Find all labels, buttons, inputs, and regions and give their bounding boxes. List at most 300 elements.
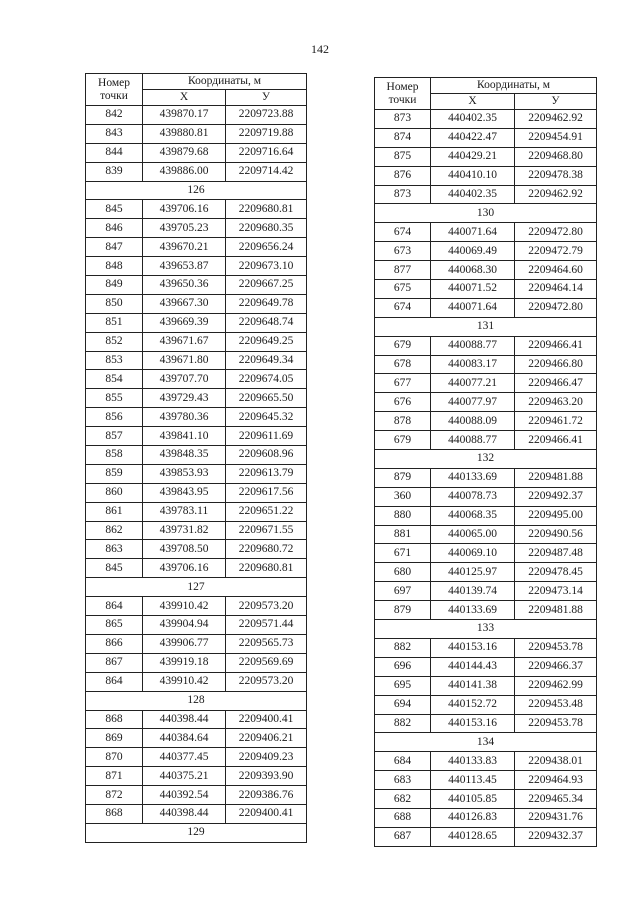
x-coordinate-cell: 440422.47 bbox=[431, 128, 515, 147]
x-coordinate-cell: 440071.64 bbox=[431, 223, 515, 242]
x-coordinate-cell: 439706.16 bbox=[143, 559, 226, 578]
x-coordinate-cell: 439650.36 bbox=[143, 276, 226, 295]
group-number: 134 bbox=[375, 733, 597, 752]
x-coordinate-cell: 439783.11 bbox=[143, 502, 226, 521]
table-row bbox=[86, 446, 307, 465]
point-number-cell: 854 bbox=[86, 370, 143, 389]
point-number-cell: 683 bbox=[375, 771, 431, 790]
y-coordinate-cell: 2209473.14 bbox=[515, 582, 597, 601]
point-number-cell: 850 bbox=[86, 294, 143, 313]
x-coordinate-cell: 440068.35 bbox=[431, 506, 515, 525]
point-number-cell: 865 bbox=[86, 616, 143, 635]
point-number-cell: 678 bbox=[375, 355, 431, 374]
y-coordinate-cell: 2209680.35 bbox=[226, 219, 307, 238]
point-number-cell: 853 bbox=[86, 351, 143, 370]
table-row bbox=[86, 502, 307, 521]
x-coordinate-cell: 440077.21 bbox=[431, 374, 515, 393]
y-coordinate-cell: 2209680.81 bbox=[226, 559, 307, 578]
table-row bbox=[375, 242, 597, 261]
point-number-cell: 868 bbox=[86, 804, 143, 823]
table-row bbox=[86, 464, 307, 483]
point-number-cell: 876 bbox=[375, 166, 431, 185]
point-number-cell: 673 bbox=[375, 242, 431, 261]
point-number-cell: 873 bbox=[375, 110, 431, 129]
table-row bbox=[375, 280, 597, 299]
point-number-cell: 879 bbox=[375, 601, 431, 620]
table-row bbox=[375, 771, 597, 790]
point-number-cell: 860 bbox=[86, 483, 143, 502]
y-coordinate-cell: 2209432.37 bbox=[515, 827, 597, 846]
point-number-cell: 846 bbox=[86, 219, 143, 238]
table-row bbox=[375, 223, 597, 242]
point-number-cell: 872 bbox=[86, 786, 143, 805]
table-row bbox=[86, 219, 307, 238]
point-number-cell: 676 bbox=[375, 393, 431, 412]
table-row bbox=[86, 521, 307, 540]
group-row bbox=[86, 691, 307, 710]
point-number-cell: 851 bbox=[86, 313, 143, 332]
y-coordinate-cell: 2209393.90 bbox=[226, 767, 307, 786]
point-number-cell: 674 bbox=[375, 298, 431, 317]
y-coordinate-cell: 2209569.69 bbox=[226, 653, 307, 672]
y-coordinate-cell: 2209409.23 bbox=[226, 748, 307, 767]
x-coordinate-cell: 439708.50 bbox=[143, 540, 226, 559]
y-coordinate-cell: 2209714.42 bbox=[226, 162, 307, 181]
y-coordinate-cell: 2209462.92 bbox=[515, 110, 597, 129]
table-row bbox=[86, 427, 307, 446]
point-number-cell: 858 bbox=[86, 446, 143, 465]
y-coordinate-cell: 2209481.88 bbox=[515, 468, 597, 487]
point-number-cell: 861 bbox=[86, 502, 143, 521]
point-number-cell: 843 bbox=[86, 124, 143, 143]
point-number-cell: 874 bbox=[375, 128, 431, 147]
y-coordinate-cell: 2209406.21 bbox=[226, 729, 307, 748]
group-number: 126 bbox=[86, 181, 307, 200]
x-coordinate-cell: 440105.85 bbox=[431, 790, 515, 809]
x-coordinate-cell: 440384.64 bbox=[143, 729, 226, 748]
y-coordinate-cell: 2209466.41 bbox=[515, 431, 597, 450]
table-row bbox=[375, 355, 597, 374]
point-number-cell: 856 bbox=[86, 408, 143, 427]
x-coordinate-cell: 439670.21 bbox=[143, 238, 226, 257]
x-coordinate-cell: 440113.45 bbox=[431, 771, 515, 790]
x-coordinate-cell: 440402.35 bbox=[431, 110, 515, 129]
group-row bbox=[86, 181, 307, 200]
table-row bbox=[375, 525, 597, 544]
y-coordinate-cell: 2209680.72 bbox=[226, 540, 307, 559]
x-coordinate-cell: 439729.43 bbox=[143, 389, 226, 408]
table-row bbox=[375, 601, 597, 620]
point-number-cell: 882 bbox=[375, 714, 431, 733]
point-number-cell: 869 bbox=[86, 729, 143, 748]
group-number: 127 bbox=[86, 578, 307, 597]
point-number-cell: 855 bbox=[86, 389, 143, 408]
point-number-cell: 879 bbox=[375, 468, 431, 487]
y-coordinate-cell: 2209673.10 bbox=[226, 257, 307, 276]
table-row bbox=[86, 276, 307, 295]
table-row bbox=[86, 370, 307, 389]
point-number-cell: 845 bbox=[86, 559, 143, 578]
y-coordinate-cell: 2209400.41 bbox=[226, 804, 307, 823]
table-row bbox=[375, 827, 597, 846]
table-row bbox=[86, 351, 307, 370]
x-coordinate-cell: 439906.77 bbox=[143, 634, 226, 653]
x-coordinate-cell: 439853.93 bbox=[143, 464, 226, 483]
point-number-cell: 688 bbox=[375, 808, 431, 827]
y-coordinate-cell: 2209651.22 bbox=[226, 502, 307, 521]
table-row bbox=[86, 408, 307, 427]
table-row bbox=[375, 261, 597, 280]
x-coordinate-cell: 440375.21 bbox=[143, 767, 226, 786]
table-row bbox=[86, 162, 307, 181]
y-coordinate-cell: 2209490.56 bbox=[515, 525, 597, 544]
y-coordinate-cell: 2209453.78 bbox=[515, 638, 597, 657]
y-coordinate-cell: 2209464.93 bbox=[515, 771, 597, 790]
y-coordinate-cell: 2209573.20 bbox=[226, 672, 307, 691]
header-coordinates: Координаты, м bbox=[431, 78, 597, 94]
y-coordinate-cell: 2209495.00 bbox=[515, 506, 597, 525]
point-number-cell: 859 bbox=[86, 464, 143, 483]
point-number-cell: 671 bbox=[375, 544, 431, 563]
point-number-cell: 857 bbox=[86, 427, 143, 446]
group-row bbox=[375, 620, 597, 639]
table-row bbox=[375, 374, 597, 393]
y-coordinate-cell: 2209719.88 bbox=[226, 124, 307, 143]
y-coordinate-cell: 2209431.76 bbox=[515, 808, 597, 827]
group-row bbox=[86, 578, 307, 597]
point-number-cell: 870 bbox=[86, 748, 143, 767]
x-coordinate-cell: 440083.17 bbox=[431, 355, 515, 374]
x-coordinate-cell: 440133.69 bbox=[431, 601, 515, 620]
x-coordinate-cell: 440152.72 bbox=[431, 695, 515, 714]
page-number: 142 bbox=[311, 42, 329, 56]
table-row bbox=[375, 128, 597, 147]
table-row bbox=[375, 808, 597, 827]
x-coordinate-cell: 440398.44 bbox=[143, 804, 226, 823]
header-x: Х bbox=[431, 94, 515, 110]
x-coordinate-cell: 439879.68 bbox=[143, 143, 226, 162]
x-coordinate-cell: 439904.94 bbox=[143, 616, 226, 635]
x-coordinate-cell: 439707.70 bbox=[143, 370, 226, 389]
header-point-number: Номер точки bbox=[86, 74, 143, 106]
table-row bbox=[86, 332, 307, 351]
x-coordinate-cell: 439731.82 bbox=[143, 521, 226, 540]
x-coordinate-cell: 440077.97 bbox=[431, 393, 515, 412]
table-row bbox=[375, 487, 597, 506]
point-number-cell: 679 bbox=[375, 336, 431, 355]
y-coordinate-cell: 2209478.45 bbox=[515, 563, 597, 582]
header-y: У bbox=[226, 90, 307, 106]
point-number-cell: 881 bbox=[375, 525, 431, 544]
x-coordinate-cell: 440071.64 bbox=[431, 298, 515, 317]
x-coordinate-cell: 439706.16 bbox=[143, 200, 226, 219]
table-row bbox=[86, 143, 307, 162]
table-row bbox=[375, 147, 597, 166]
y-coordinate-cell: 2209478.38 bbox=[515, 166, 597, 185]
y-coordinate-cell: 2209472.79 bbox=[515, 242, 597, 261]
point-number-cell: 882 bbox=[375, 638, 431, 657]
x-coordinate-cell: 439653.87 bbox=[143, 257, 226, 276]
point-number-cell: 847 bbox=[86, 238, 143, 257]
point-number-cell: 694 bbox=[375, 695, 431, 714]
point-number-cell: 878 bbox=[375, 412, 431, 431]
point-number-cell: 871 bbox=[86, 767, 143, 786]
x-coordinate-cell: 440392.54 bbox=[143, 786, 226, 805]
point-number-cell: 697 bbox=[375, 582, 431, 601]
y-coordinate-cell: 2209649.78 bbox=[226, 294, 307, 313]
point-number-cell: 679 bbox=[375, 431, 431, 450]
point-number-cell: 845 bbox=[86, 200, 143, 219]
y-coordinate-cell: 2209649.25 bbox=[226, 332, 307, 351]
x-coordinate-cell: 440429.21 bbox=[431, 147, 515, 166]
point-number-cell: 867 bbox=[86, 653, 143, 672]
y-coordinate-cell: 2209723.88 bbox=[226, 106, 307, 125]
y-coordinate-cell: 2209565.73 bbox=[226, 634, 307, 653]
x-coordinate-cell: 440126.83 bbox=[431, 808, 515, 827]
x-coordinate-cell: 439886.00 bbox=[143, 162, 226, 181]
table-row bbox=[86, 653, 307, 672]
x-coordinate-cell: 439667.30 bbox=[143, 294, 226, 313]
point-number-cell: 864 bbox=[86, 597, 143, 616]
point-number-cell: 674 bbox=[375, 223, 431, 242]
x-coordinate-cell: 440139.74 bbox=[431, 582, 515, 601]
x-coordinate-cell: 439669.39 bbox=[143, 313, 226, 332]
y-coordinate-cell: 2209608.96 bbox=[226, 446, 307, 465]
group-row bbox=[375, 450, 597, 469]
coordinates-table-left bbox=[85, 73, 307, 843]
table-row bbox=[375, 695, 597, 714]
y-coordinate-cell: 2209466.47 bbox=[515, 374, 597, 393]
table-row bbox=[86, 710, 307, 729]
x-coordinate-cell: 440377.45 bbox=[143, 748, 226, 767]
table-row bbox=[86, 540, 307, 559]
table-row bbox=[375, 752, 597, 771]
y-coordinate-cell: 2209461.72 bbox=[515, 412, 597, 431]
y-coordinate-cell: 2209649.34 bbox=[226, 351, 307, 370]
y-coordinate-cell: 2209716.64 bbox=[226, 143, 307, 162]
y-coordinate-cell: 2209454.91 bbox=[515, 128, 597, 147]
table-row bbox=[375, 582, 597, 601]
point-number-cell: 848 bbox=[86, 257, 143, 276]
table-row bbox=[86, 729, 307, 748]
x-coordinate-cell: 439919.18 bbox=[143, 653, 226, 672]
point-number-cell: 852 bbox=[86, 332, 143, 351]
header-y: У bbox=[515, 94, 597, 110]
table-row bbox=[86, 294, 307, 313]
y-coordinate-cell: 2209492.37 bbox=[515, 487, 597, 506]
x-coordinate-cell: 439910.42 bbox=[143, 672, 226, 691]
y-coordinate-cell: 2209453.78 bbox=[515, 714, 597, 733]
table-row bbox=[375, 393, 597, 412]
x-coordinate-cell: 439880.81 bbox=[143, 124, 226, 143]
table-row bbox=[86, 748, 307, 767]
table-row bbox=[86, 389, 307, 408]
y-coordinate-cell: 2209656.24 bbox=[226, 238, 307, 257]
table-row bbox=[375, 506, 597, 525]
x-coordinate-cell: 440410.10 bbox=[431, 166, 515, 185]
x-coordinate-cell: 440144.43 bbox=[431, 657, 515, 676]
header-x: Х bbox=[143, 90, 226, 106]
point-number-cell: 873 bbox=[375, 185, 431, 204]
point-number-cell: 862 bbox=[86, 521, 143, 540]
x-coordinate-cell: 439705.23 bbox=[143, 219, 226, 238]
table-row bbox=[375, 166, 597, 185]
point-number-cell: 866 bbox=[86, 634, 143, 653]
y-coordinate-cell: 2209472.80 bbox=[515, 223, 597, 242]
point-number-cell: 675 bbox=[375, 280, 431, 299]
table-row bbox=[375, 185, 597, 204]
header-point-number: Номер точки bbox=[375, 78, 431, 110]
group-row bbox=[375, 317, 597, 336]
y-coordinate-cell: 2209667.25 bbox=[226, 276, 307, 295]
point-number-cell: 677 bbox=[375, 374, 431, 393]
x-coordinate-cell: 439841.10 bbox=[143, 427, 226, 446]
x-coordinate-cell: 440125.97 bbox=[431, 563, 515, 582]
x-coordinate-cell: 440153.16 bbox=[431, 638, 515, 657]
point-number-cell: 684 bbox=[375, 752, 431, 771]
y-coordinate-cell: 2209464.60 bbox=[515, 261, 597, 280]
table-row bbox=[86, 767, 307, 786]
y-coordinate-cell: 2209453.48 bbox=[515, 695, 597, 714]
x-coordinate-cell: 439843.95 bbox=[143, 483, 226, 502]
y-coordinate-cell: 2209438.01 bbox=[515, 752, 597, 771]
x-coordinate-cell: 440069.10 bbox=[431, 544, 515, 563]
table-row bbox=[86, 238, 307, 257]
table-row bbox=[86, 483, 307, 502]
group-number: 132 bbox=[375, 450, 597, 469]
group-row bbox=[375, 204, 597, 223]
table-row bbox=[375, 544, 597, 563]
x-coordinate-cell: 440141.38 bbox=[431, 676, 515, 695]
table-row bbox=[375, 431, 597, 450]
table-row bbox=[86, 200, 307, 219]
y-coordinate-cell: 2209611.69 bbox=[226, 427, 307, 446]
group-number: 130 bbox=[375, 204, 597, 223]
y-coordinate-cell: 2209463.20 bbox=[515, 393, 597, 412]
table-row bbox=[86, 616, 307, 635]
table-row bbox=[86, 597, 307, 616]
y-coordinate-cell: 2209645.32 bbox=[226, 408, 307, 427]
point-number-cell: 682 bbox=[375, 790, 431, 809]
table-row bbox=[86, 804, 307, 823]
x-coordinate-cell: 439910.42 bbox=[143, 597, 226, 616]
group-number: 131 bbox=[375, 317, 597, 336]
x-coordinate-cell: 440128.65 bbox=[431, 827, 515, 846]
table-row bbox=[86, 634, 307, 653]
table-row bbox=[86, 106, 307, 125]
table-row bbox=[375, 336, 597, 355]
table-row bbox=[86, 313, 307, 332]
table-row bbox=[375, 714, 597, 733]
point-number-cell: 877 bbox=[375, 261, 431, 280]
point-number-cell: 687 bbox=[375, 827, 431, 846]
y-coordinate-cell: 2209466.37 bbox=[515, 657, 597, 676]
y-coordinate-cell: 2209465.34 bbox=[515, 790, 597, 809]
x-coordinate-cell: 440068.30 bbox=[431, 261, 515, 280]
header-coordinates: Координаты, м bbox=[143, 74, 307, 90]
x-coordinate-cell: 440133.83 bbox=[431, 752, 515, 771]
table-row bbox=[86, 124, 307, 143]
point-number-cell: 849 bbox=[86, 276, 143, 295]
point-number-cell: 868 bbox=[86, 710, 143, 729]
y-coordinate-cell: 2209464.14 bbox=[515, 280, 597, 299]
x-coordinate-cell: 439848.35 bbox=[143, 446, 226, 465]
x-coordinate-cell: 439671.80 bbox=[143, 351, 226, 370]
y-coordinate-cell: 2209573.20 bbox=[226, 597, 307, 616]
table-row bbox=[375, 638, 597, 657]
table-row bbox=[375, 412, 597, 431]
y-coordinate-cell: 2209386.76 bbox=[226, 786, 307, 805]
point-number-cell: 842 bbox=[86, 106, 143, 125]
y-coordinate-cell: 2209468.80 bbox=[515, 147, 597, 166]
group-number: 129 bbox=[86, 823, 307, 842]
table-row bbox=[375, 657, 597, 676]
y-coordinate-cell: 2209648.74 bbox=[226, 313, 307, 332]
y-coordinate-cell: 2209674.05 bbox=[226, 370, 307, 389]
point-number-cell: 696 bbox=[375, 657, 431, 676]
y-coordinate-cell: 2209400.41 bbox=[226, 710, 307, 729]
table-row bbox=[375, 298, 597, 317]
x-coordinate-cell: 440153.16 bbox=[431, 714, 515, 733]
x-coordinate-cell: 440069.49 bbox=[431, 242, 515, 261]
x-coordinate-cell: 439780.36 bbox=[143, 408, 226, 427]
point-number-cell: 875 bbox=[375, 147, 431, 166]
point-number-cell: 680 bbox=[375, 563, 431, 582]
table-row bbox=[375, 110, 597, 129]
x-coordinate-cell: 439870.17 bbox=[143, 106, 226, 125]
x-coordinate-cell: 439671.67 bbox=[143, 332, 226, 351]
x-coordinate-cell: 440398.44 bbox=[143, 710, 226, 729]
group-number: 128 bbox=[86, 691, 307, 710]
y-coordinate-cell: 2209462.99 bbox=[515, 676, 597, 695]
table-row bbox=[375, 563, 597, 582]
x-coordinate-cell: 440065.00 bbox=[431, 525, 515, 544]
y-coordinate-cell: 2209462.92 bbox=[515, 185, 597, 204]
group-row bbox=[375, 733, 597, 752]
table-row bbox=[375, 468, 597, 487]
y-coordinate-cell: 2209680.81 bbox=[226, 200, 307, 219]
group-number: 133 bbox=[375, 620, 597, 639]
point-number-cell: 695 bbox=[375, 676, 431, 695]
point-number-cell: 844 bbox=[86, 143, 143, 162]
point-number-cell: 863 bbox=[86, 540, 143, 559]
x-coordinate-cell: 440088.77 bbox=[431, 336, 515, 355]
point-number-cell: 360 bbox=[375, 487, 431, 506]
table-row bbox=[86, 257, 307, 276]
point-number-cell: 864 bbox=[86, 672, 143, 691]
x-coordinate-cell: 440088.09 bbox=[431, 412, 515, 431]
y-coordinate-cell: 2209466.41 bbox=[515, 336, 597, 355]
x-coordinate-cell: 440078.73 bbox=[431, 487, 515, 506]
x-coordinate-cell: 440402.35 bbox=[431, 185, 515, 204]
point-number-cell: 880 bbox=[375, 506, 431, 525]
table-row bbox=[375, 790, 597, 809]
y-coordinate-cell: 2209671.55 bbox=[226, 521, 307, 540]
y-coordinate-cell: 2209665.50 bbox=[226, 389, 307, 408]
x-coordinate-cell: 440088.77 bbox=[431, 431, 515, 450]
point-number-cell: 839 bbox=[86, 162, 143, 181]
y-coordinate-cell: 2209487.48 bbox=[515, 544, 597, 563]
table-row bbox=[86, 786, 307, 805]
y-coordinate-cell: 2209617.56 bbox=[226, 483, 307, 502]
y-coordinate-cell: 2209613.79 bbox=[226, 464, 307, 483]
x-coordinate-cell: 440071.52 bbox=[431, 280, 515, 299]
y-coordinate-cell: 2209466.80 bbox=[515, 355, 597, 374]
table-row bbox=[375, 676, 597, 695]
table-row bbox=[86, 559, 307, 578]
coordinates-table-right bbox=[374, 77, 597, 847]
y-coordinate-cell: 2209571.44 bbox=[226, 616, 307, 635]
